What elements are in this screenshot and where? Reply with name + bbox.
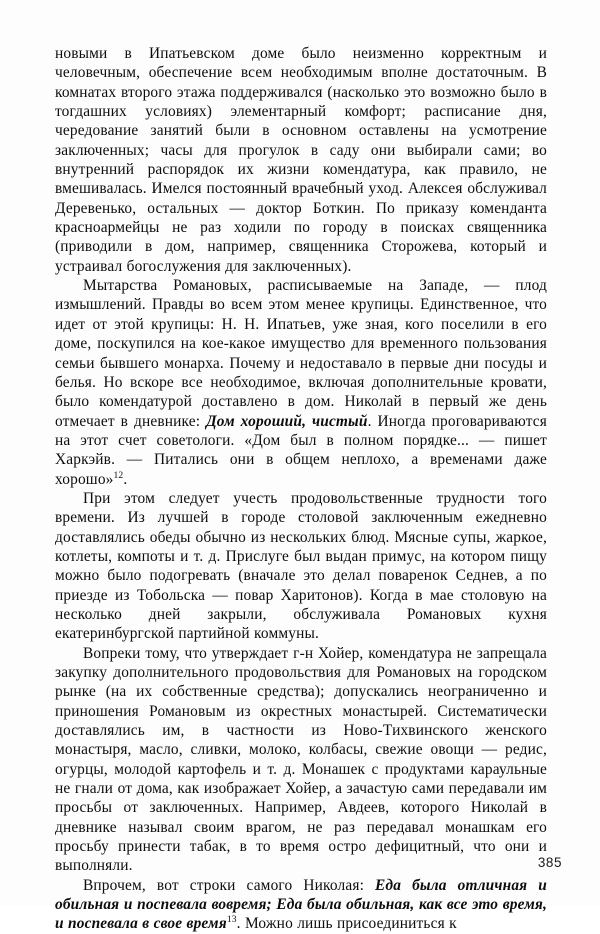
paragraph: [55, 489, 547, 644]
body-text: Впрочем, вот строки самого Николая:: [83, 876, 376, 894]
body-text: Мытарства Романовых, расписываемые на Западе, — плод измышлений. Правды во всем этом менее крупицы. Единственное, что идет от этой крупицы: Н. Н. Ипатьев, уже зная, кого поселили в его доме, поскупился на кое-какое имущество для временного пользования семьи бывшего монарха. Почему и недоставало в первые дни посуды и белья. Но вскоре все необходимое, включая дополнительные кровати, было комендатурой доставлено в дом. Николай в первый же день отмечает в дневнике:: [55, 277, 547, 430]
page-number: 385: [537, 855, 562, 870]
body-text: Вопреки тому, что утверждает г-н Хойер, комендатура не запрещала закупку дополнительного продовольствия для Романовых на городском рынке (на их собственные средства); допускались неограниченно и приношения Романовым из окрестных монастырей. Систематически доставлялись им, в частности из Ново-Тихвинского женского монастыря, масло, сливки, молоко, колбасы, свежие овощи — редис, огурцы, молодой картофель и т. д. Монашек с продуктами караульные не гнали от дома, как изображает Хойер, а зачастую сами передавали им просьбы от заключенных. Например, Авдеев, которого Николай в дневнике называл своим врагом, не раз передавал монашкам его просьбу принести табак, в то время остро дефицитный, что они и выполняли.: [55, 644, 547, 875]
body-text: .: [123, 470, 128, 488]
body-text: . Иногда проговариваются на этот счет советологи. «Дом был в полном порядке... — пишет Харкэйв. — Питались они в общем неплохо, а временами даже хорошо»: [55, 412, 548, 488]
paragraph: [55, 876, 547, 934]
footnote-marker: 13: [226, 914, 237, 926]
footnote-marker: 12: [113, 469, 124, 481]
emphasized-text: Еда была отличная и обильная и поспевала вовремя; Еда была обильная, как все это время, и поспевала в свое время: [55, 876, 547, 933]
body-text: новыми в Ипатьевском доме было неизменно корректным и человечным, обеспечение всем необходимым вполне достаточным. В комнатах второго этажа поддерживался (насколько это возможно было в тогдашних условиях) элементарный комфорт; расписание дня, чередование занятий были в основном оставлены на усмотрение заключенных; часы для прогулок в саду они выбирали сами; во внутренний распорядок их жизни комендатура, как правило, не вмешивалась. Имелся постоянный врачебный уход. Алексея обслуживал Деревенько, остальных — доктор Боткин. По приказу коменданта красноармейцы не раз ходили по городу в поисках священника (приводили в дом, например, священника Сторожева, который и устраивал богослужения для заключенных).: [55, 45, 547, 275]
body-text: . Можно лишь присоединиться к: [236, 915, 457, 933]
page-text-block: [55, 44, 547, 934]
paragraph: [55, 644, 547, 876]
paragraph: [55, 276, 547, 489]
emphasized-text: Дом хороший, чистый: [206, 412, 368, 430]
body-text: При этом следует учесть продовольственные трудности того времени. Из лучшей в городе столовой заключенным ежедневно доставлялись обеды обычно из нескольких блюд. Мясные супы, жаркое, котлеты, компоты и т. д. Прислуге был выдан примус, на котором пищу можно было подогревать (вначале это делал поваренок Седнев, а по приезде из Тобольска — повар Харитонов). Когда в мае столовую на несколько дней закрыли, обслуживала Романовых кухня екатеринбургской партийной коммуны.: [55, 489, 547, 643]
paragraph: [55, 44, 547, 276]
